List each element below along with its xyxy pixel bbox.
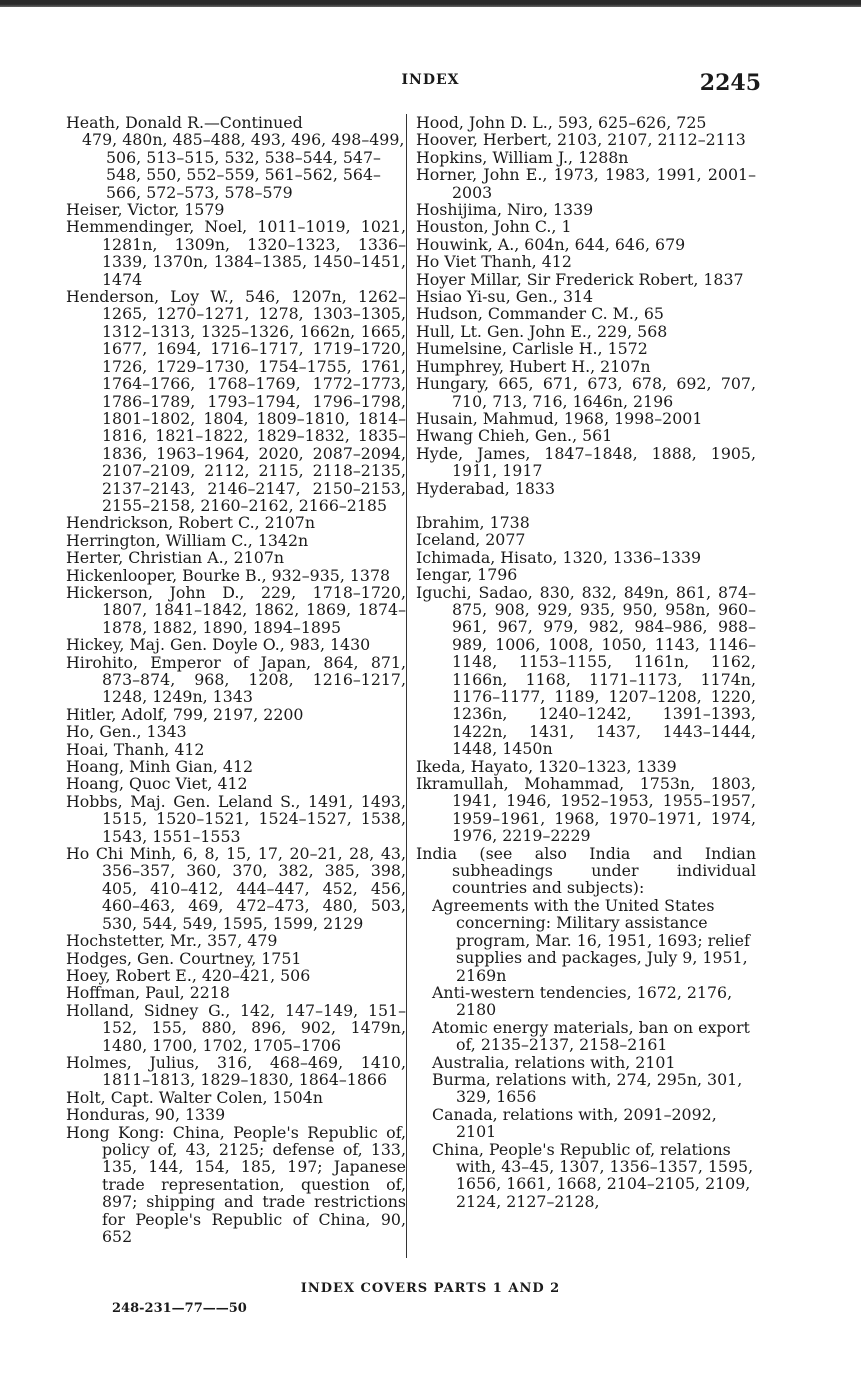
index-entry: Hickerson, John D., 229, 1718–1720, 1807, 1841–1842, 1862, 1869, 1874–1878, 1882, 1890, 1894–1895 bbox=[66, 582, 406, 637]
index-entry: Herter, Christian A., 2107n bbox=[66, 548, 285, 568]
index-entry: Ikeda, Hayato, 1320–1323, 1339 bbox=[416, 756, 677, 776]
index-entry: Humphrey, Hubert H., 2107n bbox=[416, 356, 651, 376]
index-subentry: Anti-western tendencies, 1672, 2176, 2180 bbox=[432, 982, 733, 1020]
index-entry: Hungary, 665, 671, 673, 678, 692, 707, 710, 713, 716, 1646n, 2196 bbox=[416, 374, 756, 411]
index-entry: Hoey, Robert E., 420–421, 506 bbox=[66, 965, 311, 985]
index-entry: Hoshijima, Niro, 1339 bbox=[416, 200, 594, 220]
index-entry: Henderson, Loy W., 546, 1207n, 1262–1265, 1270–1271, 1278, 1303–1305, 1312–1313, 1325–1326, 1662n, 1665, 1677, 1694, 1716–1717, 1719–1720, 1726, 1729–1730, 1754–1755, 1761, 1764–1766, 1768–1769, 1772–1773, 1786–1789, 1793–1794, 1796–1798, 1801–1802, 1804, 1809–1810, 1814–1816, 1821–1822, 1829–1832, 1835–1836, 1963–1964, 2020, 2087–2094, 2107–2109, 2112, 2115, 2118–2135, 2137–2143, 2146–2147, 2150–2153, 2155–2158, 2160–2162, 2166–2185 bbox=[66, 287, 406, 515]
index-entry: Hemmendinger, Noel, 1011–1019, 1021, 1281n, 1309n, 1320–1323, 1336–1339, 1370n, 1384–1385, 1450–1451, 1474 bbox=[66, 217, 406, 289]
index-subentry: Australia, relations with, 2101 bbox=[432, 1052, 676, 1072]
index-subentry: Burma, relations with, 274, 295n, 301, 329, 1656 bbox=[432, 1069, 743, 1107]
index-entry: Hendrickson, Robert C., 2107n bbox=[66, 513, 316, 533]
index-entry: Hoai, Thanh, 412 bbox=[66, 739, 205, 759]
index-entry: Hudson, Commander C. M., 65 bbox=[416, 304, 664, 324]
index-entry: Ichimada, Hisato, 1320, 1336–1339 bbox=[416, 547, 702, 567]
index-entry: Hwang Chieh, Gen., 561 bbox=[416, 426, 613, 446]
index-entry: Hsiao Yi-su, Gen., 314 bbox=[416, 287, 594, 307]
index-entry: Holmes, Julius, 316, 468–469, 1410, 1811–1813, 1829–1830, 1864–1866 bbox=[66, 1052, 406, 1090]
index-subentry: Atomic energy materials, ban on export of, 2135–2137, 2158–2161 bbox=[432, 1017, 750, 1055]
index-entry: Hong Kong: China, People's Republic of, policy of, 43, 2125; defense of, 133, 135, 144, 154, 185, 197; Japanese trade representation, question of, 897; shipping and trade restrictions for People's Republic of China, 90, 652 bbox=[66, 1122, 406, 1246]
index-entry: Iengar, 1796 bbox=[416, 565, 518, 585]
index-entry: Hickey, Maj. Gen. Doyle O., 983, 1430 bbox=[66, 635, 371, 655]
index-entry: Hoang, Minh Gian, 412 bbox=[66, 757, 254, 777]
index-entry: Iguchi, Sadao, 830, 832, 849n, 861, 874–875, 908, 929, 935, 950, 958n, 960–961, 967, 979, 982, 984–986, 988–989, 1006, 1008, 1050, 1143, 1146–1148, 1153–1155, 1161n, 1162, 1166n, 1168, 1171–1173, 1174n, 1176–1177, 1189, 1207–1208, 1220, 1236n, 1240–1242, 1391–1393, 1422n, 1431, 1437, 1443–1444, 1448, 1450n bbox=[416, 582, 756, 759]
index-entry: Heiser, Victor, 1579 bbox=[66, 200, 225, 220]
index-entry: Hood, John D. L., 593, 625–626, 725 bbox=[416, 113, 707, 132]
index-entry: Herrington, William C., 1342n bbox=[66, 530, 309, 550]
index-entry: Holt, Capt. Walter Colen, 1504n bbox=[66, 1087, 323, 1107]
index-entry: Horner, John E., 1973, 1983, 1991, 2001–2003 bbox=[416, 165, 756, 202]
print-code: 248-231—77——50 bbox=[112, 1301, 247, 1316]
index-entry: Ibrahim, 1738 bbox=[416, 512, 530, 532]
index-entry: Hyde, James, 1847–1848, 1888, 1905, 1911, 1917 bbox=[416, 443, 756, 481]
index-entry: Ho Viet Thanh, 412 bbox=[416, 252, 572, 272]
index-entry: Hoang, Quoc Viet, 412 bbox=[66, 774, 248, 794]
index-entry: Hoffman, Paul, 2218 bbox=[66, 983, 230, 1003]
top-page-edge bbox=[0, 0, 861, 7]
index-entry: Hopkins, William J., 1288n bbox=[416, 147, 629, 167]
index-entry: Hodges, Gen. Courtney, 1751 bbox=[66, 948, 302, 968]
index-subentry: Canada, relations with, 2091–2092, 2101 bbox=[432, 1104, 717, 1142]
index-entry: Holland, Sidney G., 142, 147–149, 151–152, 155, 880, 896, 902, 1479n, 1480, 1700, 1702, 1705–1706 bbox=[66, 1000, 406, 1055]
index-entry: Heath, Donald R.—Continued bbox=[66, 113, 303, 132]
index-entry: Hitler, Adolf, 799, 2197, 2200 bbox=[66, 704, 304, 724]
index-entry: Honduras, 90, 1339 bbox=[66, 1105, 226, 1125]
index-entry: Ikramullah, Mohammad, 1753n, 1803, 1941, 1946, 1952–1953, 1955–1957, 1959–1961, 1968, 1970–1971, 1974, 1976, 2219–2229 bbox=[416, 774, 756, 846]
index-entry: India (see also India and Indian subheadings under individual countries and subjects): bbox=[416, 843, 756, 898]
index-entry: Hoyer Millar, Sir Frederick Robert, 1837 bbox=[416, 269, 744, 289]
section-gap bbox=[416, 497, 756, 514]
index-entry: Hyderabad, 1833 bbox=[416, 478, 556, 498]
index-subentry: China, People's Republic of, relations with, 43–45, 1307, 1356–1357, 1595, 1656, 1661, 1668, 2104–2105, 2109, 2124, 2127–2128, bbox=[432, 1139, 754, 1211]
index-entry: Hobbs, Maj. Gen. Leland S., 1491, 1493, 1515, 1520–1521, 1524–1527, 1538, 1543, 1551–1553 bbox=[66, 791, 406, 846]
index-entry: Hoover, Herbert, 2103, 2107, 2112–2113 bbox=[416, 130, 746, 150]
index-entry: Hirohito, Emperor of Japan, 864, 871, 873–874, 968, 1208, 1216–1217, 1248, 1249n, 1343 bbox=[66, 652, 406, 707]
index-entry: Humelsine, Carlisle H., 1572 bbox=[416, 339, 648, 359]
right-index-column bbox=[416, 114, 756, 1210]
index-entry: Houwink, A., 604n, 644, 646, 679 bbox=[416, 234, 686, 254]
index-subentry: Agreements with the United States concerning: Military assistance program, Mar. 16, 1951, 1693; relief supplies and packages, July 9, 1951, 2169n bbox=[432, 895, 750, 985]
running-head: INDEX bbox=[401, 72, 460, 88]
index-entry-continuation: 479, 480n, 485–488, 493, 496, 498–499, 506, 513–515, 532, 538–544, 547–548, 550, 552–559, 561–562, 564–566, 572–573, 578–579 bbox=[82, 130, 405, 202]
page-number: 2245 bbox=[699, 70, 761, 96]
footer-note: INDEX COVERS PARTS 1 AND 2 bbox=[300, 1281, 561, 1296]
index-entry: Husain, Mahmud, 1968, 1998–2001 bbox=[416, 408, 703, 428]
left-index-column bbox=[66, 114, 406, 1245]
index-entry: Ho, Gen., 1343 bbox=[66, 722, 187, 742]
column-divider bbox=[406, 114, 407, 1258]
index-entry: Hochstetter, Mr., 357, 479 bbox=[66, 931, 278, 951]
index-entry: Hickenlooper, Bourke B., 932–935, 1378 bbox=[66, 565, 391, 585]
index-entry: Hull, Lt. Gen. John E., 229, 568 bbox=[416, 321, 668, 341]
index-entry: Ho Chi Minh, 6, 8, 15, 17, 20–21, 28, 43, 356–357, 360, 370, 382, 385, 398, 405, 410–412, 444–447, 452, 456, 460–463, 469, 472–473, 480, 503, 530, 544, 549, 1595, 1599, 2129 bbox=[66, 844, 406, 933]
index-entry: Iceland, 2077 bbox=[416, 530, 526, 550]
index-entry: Houston, John C., 1 bbox=[416, 217, 572, 237]
